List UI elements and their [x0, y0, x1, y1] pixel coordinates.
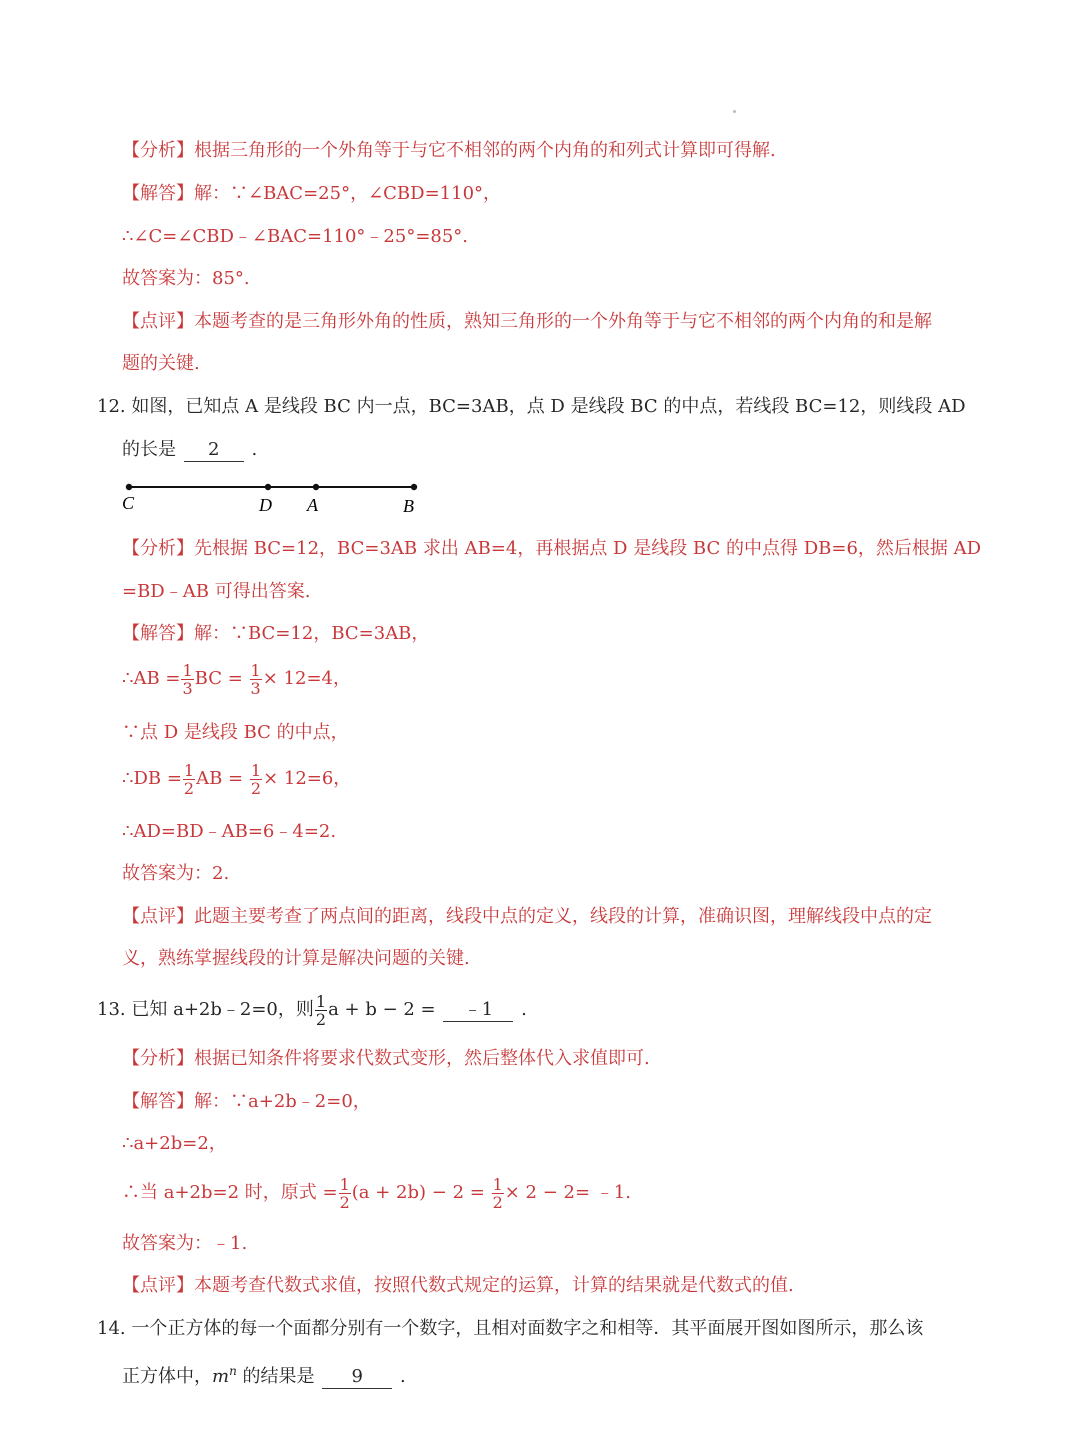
question-number: 14.	[97, 1318, 126, 1339]
q13-comment: 【点评】本题考查代数式求值，按照代数式规定的运算，计算的结果就是代数式的值.	[122, 1275, 794, 1296]
q11-analysis: 【分析】根据三角形的一个外角等于与它不相邻的两个内角的和列式计算即可得解.	[122, 140, 776, 161]
q14-stem-line1: 14. 一个正方体的每一个面都分别有一个数字，且相对面数字之和相等．其平面展开图如图所示，那么该	[97, 1318, 924, 1339]
fraction: $\frac{1}{2}$	[492, 1174, 503, 1212]
point-d-label: D	[259, 495, 272, 515]
q13-stem: 13. 已知 a+2b﹣2=0，则 $\frac{1}{2}$ a + b − 2 = ﹣1 .	[97, 991, 527, 1029]
fraction: $\frac{1}{2}$	[339, 1174, 350, 1212]
q12-solution-line3: ∵点 D 是线段 BC 的中点，	[122, 722, 349, 743]
q11-comment-line1: 【点评】本题考查的是三角形外角的性质，熟知三角形的一个外角等于与它不相邻的两个内角的和是解	[122, 311, 932, 332]
q12-comment-line2: 义，熟练掌握线段的计算是解决问题的关键.	[122, 948, 470, 969]
comment-tag: 【点评】	[122, 311, 194, 332]
point-a-dot	[313, 484, 319, 490]
q12-analysis-line1: 【分析】先根据 BC=12，BC=3AB 求出 AB=4，再根据点 D 是线段 BC 的中点得 DB=6，然后根据 AD	[122, 538, 982, 559]
point-c-label: C	[122, 493, 135, 513]
q13-solution-line3: ∴当 a+2b=2 时，原式 = $\frac{1}{2}$ (a + 2b) − 2 = $\frac{1}{2}$ × 2 − 2= ﹣1.	[122, 1174, 631, 1212]
comment-tag: 【点评】	[122, 906, 194, 927]
point-a-label: A	[307, 495, 318, 515]
comment-tag: 【点评】	[122, 1275, 194, 1296]
question-number: 13.	[97, 999, 126, 1020]
q13-solution-line2: ∴a+2b=2，	[122, 1133, 227, 1154]
solution-tag: 【解答】	[122, 623, 194, 644]
scan-dot	[733, 110, 736, 113]
question-number: 12.	[97, 396, 126, 417]
q12-solution-line5: ∴AD=BD﹣AB=6﹣4=2.	[122, 821, 337, 842]
solution-tag: 【解答】	[122, 183, 194, 204]
q12-solution-line1: 【解答】解：∵BC=12，BC=3AB，	[122, 623, 430, 644]
q12-solution-line2: ∴AB = $\frac{1}{3}$ BC = $\frac{1}{3}$ × 12=4，	[122, 660, 351, 698]
q13-answer-blank: ﹣1	[443, 999, 513, 1022]
q12-stem-line2: 的长是 2 .	[122, 439, 258, 460]
q13-analysis: 【分析】根据已知条件将要求代数式变形，然后整体代入求值即可.	[122, 1048, 650, 1069]
fraction: $\frac{1}{2}$	[183, 760, 195, 798]
point-b-label: B	[403, 496, 414, 516]
q12-answer-blank: 2	[184, 439, 244, 462]
q14-answer-blank: 9	[322, 1366, 392, 1389]
q12-comment-line1: 【点评】此题主要考查了两点间的距离，线段中点的定义，线段的计算，准确识图，理解线段中点的定	[122, 906, 932, 927]
segment-figure	[118, 476, 428, 518]
fraction: $\frac{1}{2}$	[315, 991, 327, 1029]
q12-stem-line1: 12. 如图，已知点 A 是线段 BC 内一点，BC=3AB，点 D 是线段 BC 的中点，若线段 BC=12，则线段 AD	[97, 396, 966, 417]
q13-answer-line: 故答案为：﹣1.	[122, 1233, 248, 1254]
analysis-tag: 【分析】	[122, 1048, 194, 1069]
analysis-tag: 【分析】	[122, 538, 194, 559]
q11-solution-line2: ∴∠C=∠CBD﹣∠BAC=110°﹣25°=85°.	[122, 226, 469, 247]
solution-tag: 【解答】	[122, 1091, 194, 1112]
q11-answer-line: 故答案为：85°.	[122, 268, 250, 289]
point-d-dot	[265, 484, 271, 490]
q11-solution-line1: 【解答】解：∵∠BAC=25°，∠CBD=110°，	[122, 183, 502, 204]
q14-stem-line2: 正方体中，$m^n$ 的结果是 9 .	[122, 1364, 406, 1387]
fraction: $\frac{1}{3}$	[182, 660, 193, 698]
fraction: $\frac{1}{3}$	[250, 660, 261, 698]
q12-analysis-line2: =BD﹣AB 可得出答案.	[122, 581, 311, 602]
point-b-dot	[411, 484, 417, 490]
q13-solution-line1: 【解答】解：∵a+2b﹣2=0，	[122, 1091, 371, 1112]
analysis-tag: 【分析】	[122, 140, 194, 161]
q12-answer-line: 故答案为：2.	[122, 863, 230, 884]
q12-solution-line4: ∴DB = $\frac{1}{2}$ AB = $\frac{1}{2}$ × 12=6，	[122, 760, 352, 798]
point-c-dot	[126, 484, 132, 490]
q11-comment-line2: 题的关键.	[122, 353, 200, 374]
fraction: $\frac{1}{2}$	[250, 760, 262, 798]
